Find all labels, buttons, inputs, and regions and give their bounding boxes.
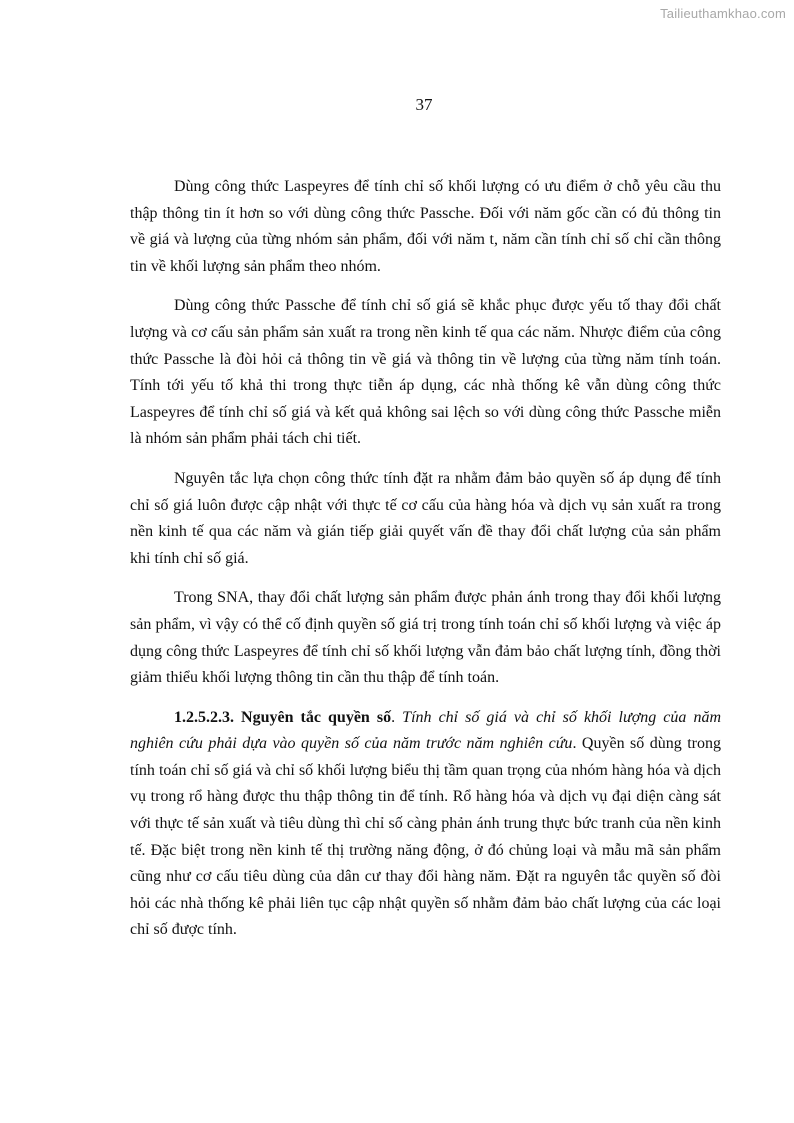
section-italic-principle: Tính chỉ số giá và chỉ số khối lượng của năm nghiên cứu phải dựa vào quyền số của năm trước năm nghiên cứu <box>130 708 722 753</box>
section-heading: 1.2.5.2.3. Nguyên tắc quyền số <box>174 708 392 726</box>
paragraph-3: Nguyên tắc lựa chọn công thức tính đặt ra nhằm đảm bảo quyền số áp dụng để tính chỉ số giá luôn được cập nhật với thực tế cơ cấu của hàng hóa và dịch vụ sản xuất ra trong nền kinh tế qua các năm và gián tiếp giải quyết vấn đề thay đổi chất lượng của sản phẩm khi tính chỉ số giá. <box>130 469 721 567</box>
paragraph-1: Dùng công thức Laspeyres để tính chỉ số khối lượng có ưu điểm ở chỗ yêu cầu thu thập thông tin ít hơn so với dùng công thức Passche. Đối với năm gốc cần có đủ thông tin về giá và lượng của từng nhóm sản phẩm, đối với năm t, năm cần tính chỉ số chỉ cần thông tin về khối lượng sản phẩm theo nhóm. <box>130 178 721 275</box>
section-paragraph <box>130 705 721 944</box>
paragraph-4: Trong SNA, thay đổi chất lượng sản phẩm được phản ánh trong thay đổi khối lượng sản phẩm, vì vậy có thể cố định quyền số giá trị trong tính toán chỉ số khối lượng và việc áp dụng công thức Laspeyres để tính chỉ số khối lượng vẫn đảm bảo chất lượng tính, đồng thời giảm thiểu khối lượng thông tin cần thu thập để tính toán. <box>130 589 721 687</box>
document-body <box>130 174 721 944</box>
section-separator: . <box>391 708 403 726</box>
section-body-text: . Quyền số dùng trong tính toán chỉ số giá và chỉ số khối lượng biểu thị tầm quan trọng của nhóm hàng hóa và dịch vụ trong rổ hàng được thu thập thông tin để tính. Rổ hàng hóa và dịch vụ đại diện càng sát với thực tế sản xuất và tiêu dùng thì chỉ số càng phản ánh trung thực bức tranh của nền kinh tế. Đặc biệt trong nền kinh tế thị trường năng động, ở đó chủng loại và mẫu mã sản phẩm cũng như cơ cấu tiêu dùng của dân cư thay đổi hàng năm. Đặt ra nguyên tắc quyền số đòi hỏi các nhà thống kê phải liên tục cập nhật quyền số nhằm đảm bảo chất lượng của các loại chỉ số được tính. <box>130 735 722 939</box>
watermark-text: Tailieuthamkhao.com <box>660 6 786 21</box>
paragraph-2: Dùng công thức Passche để tính chỉ số giá sẽ khắc phục được yếu tố thay đổi chất lượng và cơ cấu sản phẩm sản xuất ra trong nền kinh tế qua các năm. Nhược điểm của công thức Passche là đòi hỏi cả thông tin về giá và thông tin về lượng của từng năm tính toán. Tính tới yếu tố khả thi trong thực tiễn áp dụng, các nhà thống kê vẫn dùng công thức Laspeyres để tính chỉ số giá và kết quả không sai lệch so với dùng công thức Passche miễn là nhóm sản phẩm phải tách chi tiết. <box>130 297 721 448</box>
page-number: 37 <box>415 95 433 114</box>
